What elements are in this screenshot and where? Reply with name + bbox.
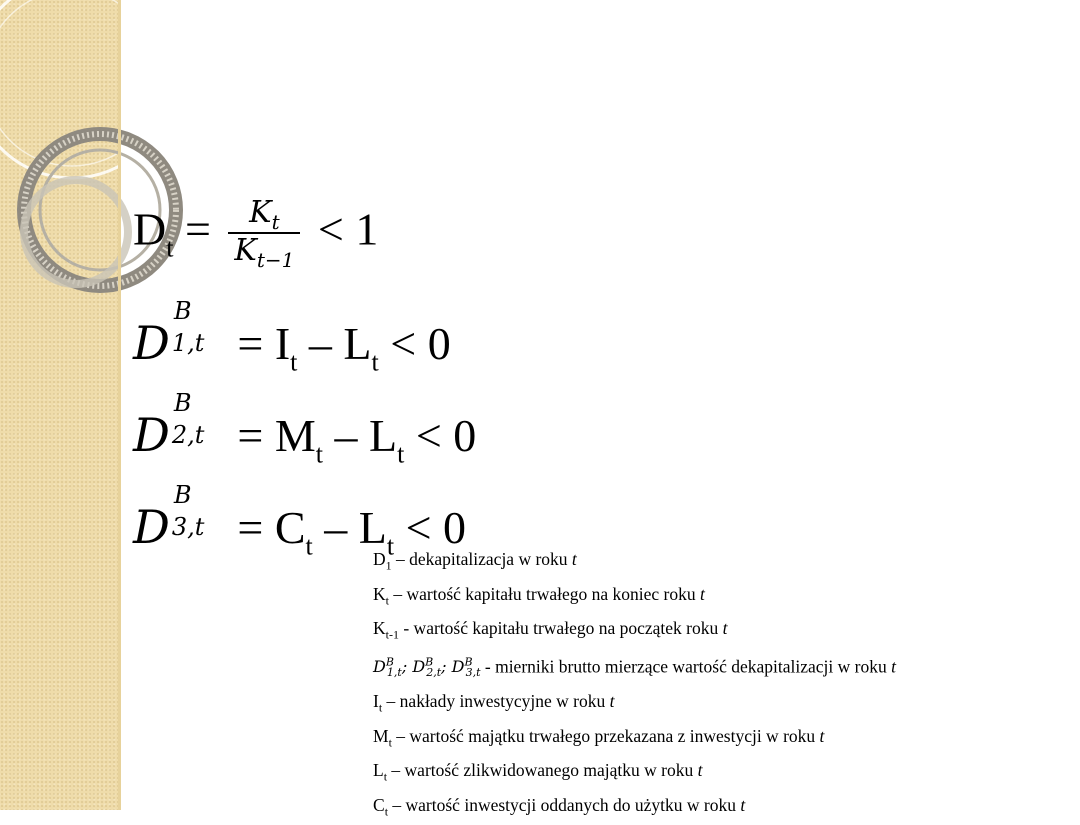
legend-item: $L_t$ – wartość zlikwidowanego majątku w roku t <box>373 760 703 784</box>
legend-item: $M_t$ – wartość majątku trwałego przekazana z inwestycji w roku t <box>373 725 825 750</box>
legend <box>373 545 896 825</box>
formula-relation: < 1 <box>317 203 379 255</box>
equals-sign: = <box>184 203 211 255</box>
formula-d1-brutto: D B 1,t = $I_t - L_t < 0$ <box>133 297 451 377</box>
formula-symbol: D <box>133 408 170 462</box>
legend-item: $I_t$ – nakłady inwestycyjne w roku t <box>373 691 615 715</box>
sidebar-edge <box>118 0 121 810</box>
legend-item: $K_{t-1}$ - wartość kapitału trwałego na początek roku t <box>373 618 728 642</box>
formula-lhs: D <box>133 203 167 255</box>
formula-symbol: D <box>133 316 170 370</box>
legend-item: $D^B_{1,t}$; $D^B_{2,t}$; $D^B_{3,t}$ - mierniki brutto mierzące wartość dekapitalizacji w roku t <box>373 655 896 680</box>
decorative-sidebar <box>0 0 120 810</box>
legend-brutto-symbols: $D^B_{1,t}$; $D^B_{2,t}$; $D^B_{3,t}$ <box>373 655 481 680</box>
formula-symbol: D <box>133 500 170 554</box>
formula-lhs-sub: t <box>166 233 174 263</box>
formula-d3-brutto: D B 3,t = $C_t - L_t < 0$ <box>133 481 467 561</box>
legend-item: $K_t$ – wartość kapitału trwałego na koniec roku t <box>373 583 705 607</box>
formula-dekapitalizacja <box>133 195 379 272</box>
fraction <box>228 195 300 272</box>
legend-item: $D_1$ – dekapitalizacja w roku t <box>373 549 577 573</box>
fraction-numerator: $K_t$ <box>228 198 300 234</box>
formula-d2-brutto: D B 2,t = $M_t - L_t < 0$ <box>133 389 477 469</box>
fraction-denominator: $K_{t-1}$ <box>234 233 295 272</box>
legend-item: $C_t$ – wartość inwestycji oddanych do użytku w roku t <box>373 794 746 819</box>
